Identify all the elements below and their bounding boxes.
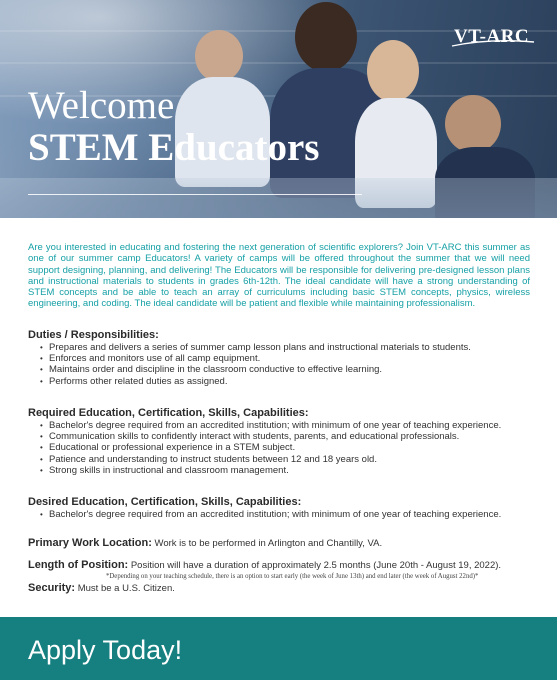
required-list <box>40 420 540 476</box>
work-location-label: Primary Work Location: <box>28 537 152 549</box>
list-item: • Bachelor's degree required from an accredited institution; with minimum of one year of teaching experience. <box>40 509 540 520</box>
list-item: • Performs other related duties as assigned. <box>40 376 540 387</box>
list-item: • Enforces and monitors use of all camp equipment. <box>40 353 540 364</box>
intro-paragraph: Are you interested in educating and fostering the next generation of scientific explorers? Join VT-ARC this summer as one of our summer camp Educators! A variety of camps will be offered throughout the summer that we will need support designing, planning, and delivering! The Educators will be responsible for delivering pre-designed lesson plans and instructional materials to students in grades 6th-12th. The ideal candidate will have a strong understanding of STEM concepts and be able to teach an array of curriculums including basic STEM concepts, physics, wireless engineering, and coding. The ideal candidate will be patient and flexible while maintaining professionalism. <box>28 242 530 310</box>
position-length-value: Position will have a duration of approximately 2.5 months (June 20th - August 19, 2022). <box>128 560 502 571</box>
decor-shelf <box>0 62 557 64</box>
list-item: • Communication skills to confidently interact with students, parents, and educational professionals. <box>40 431 540 442</box>
list-item: • Maintains order and discipline in the classroom conductive to effective learning. <box>40 364 540 375</box>
list-item: • Educational or professional experience in a STEM subject. <box>40 442 540 453</box>
apply-today-link[interactable]: Apply Today! <box>28 635 183 665</box>
work-location <box>28 537 382 549</box>
security-label: Security: <box>28 582 76 594</box>
list-item: • Bachelor's degree required from an accredited institution; with minimum of one year of teaching experience. <box>40 420 540 431</box>
schedule-note: *Depending on your teaching schedule, there is an option to start early (the week of June 13th) and end later (the week of August 22nd)* <box>106 573 479 580</box>
desired-list <box>40 509 540 520</box>
duties-heading: Duties / Responsibilities: <box>28 329 159 341</box>
required-heading: Required Education, Certification, Skills, Capabilities: <box>28 407 309 419</box>
table-surface <box>0 178 557 218</box>
list-item: • Strong skills in instructional and classroom management. <box>40 465 540 476</box>
title-stem-educators: STEM Educators <box>28 126 320 169</box>
security-value: Must be a U.S. Citizen. <box>75 583 175 594</box>
title-welcome: Welcome <box>28 84 175 127</box>
hero-banner <box>0 0 557 218</box>
vt-arc-logo <box>454 26 532 48</box>
position-length <box>28 559 501 571</box>
list-item: • Prepares and delivers a series of summer camp lesson plans and instructional materials to students. <box>40 342 540 353</box>
duties-list <box>40 342 540 387</box>
logo-text: VT-ARC <box>454 26 530 47</box>
security-requirement <box>28 582 175 594</box>
list-item: • Patience and understanding to instruct students between 12 and 18 years old. <box>40 454 540 465</box>
work-location-value: Work is to be performed in Arlington and Chantilly, VA. <box>151 538 383 549</box>
position-length-label: Length of Position: <box>28 559 129 571</box>
desired-heading: Desired Education, Certification, Skills, Capabilities: <box>28 496 302 508</box>
title-divider <box>28 194 362 195</box>
